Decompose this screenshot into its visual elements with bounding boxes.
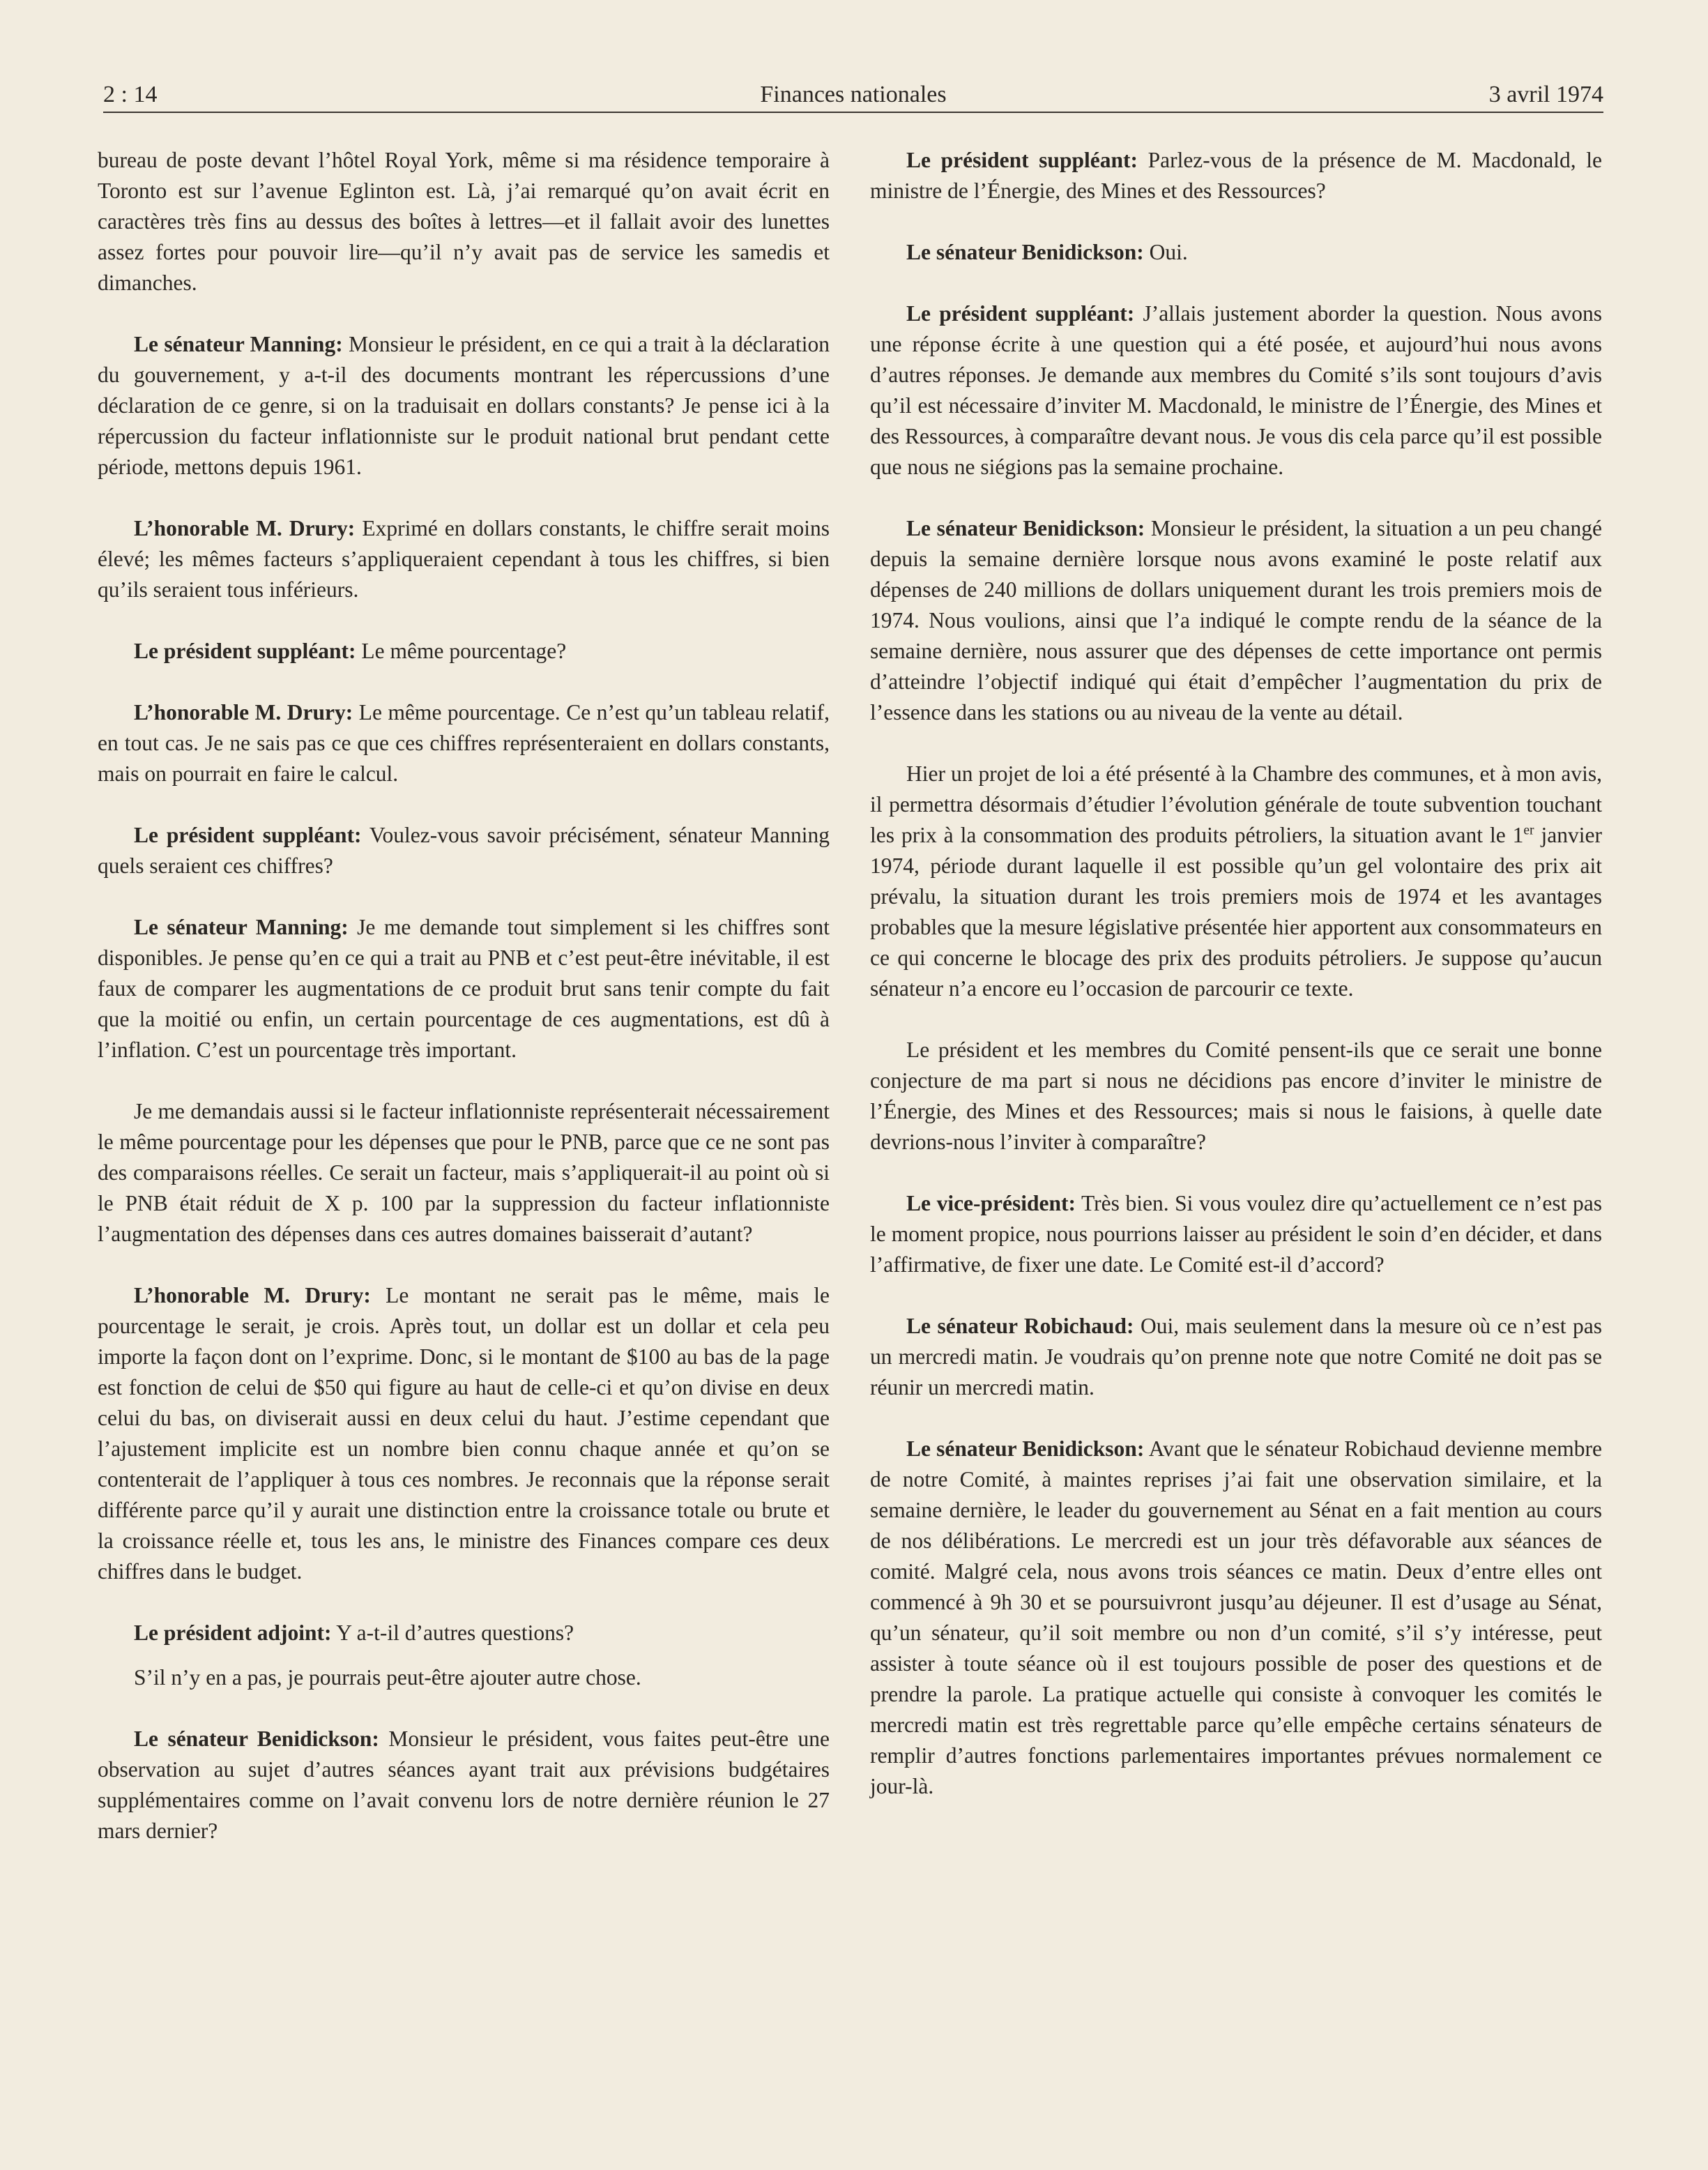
paragraph-text: Le président et les membres du Comité pensent-ils que ce serait une bonne conjecture de ma part si nous ne décidions pas encore d’inviter le ministre de l’Énergie, des Mines et des Ressources; mais si nous le faisions, à quelle date devrions-nous l’inviter à comparaître? bbox=[870, 1038, 1602, 1154]
paragraph-text: Avant que le sénateur Robichaud devienne membre de notre Comité, à maintes reprises j’ai fait une observation similaire, et la semaine dernière, le leader du gouvernement au Sénat en a fait mention au cours de nos délibérations. Le mercredi est un jour très défavorable aux séances de comité. Malgré cela, nous avons trois séances ce matin. Deux d’entre elles ont commencé à 9h 30 et se poursuivront jusqu’au déjeuner. Il est d’usage au Sénat, qu’un sénateur, qu’il soit membre ou non d’un comité, s’il s’y intéresse, peut assister à toute séance où il est toujours possible de poser des questions et de prendre la parole. La pratique actuelle qui consiste à convoquer les comités le mercredi matin est très regrettable parce qu’elle empêche certains sénateurs de remplir d’autres fonctions parlementaires importantes prévues normalement ce jour-là. bbox=[870, 1436, 1602, 1798]
paragraph bbox=[98, 329, 830, 483]
paragraph-text: Monsieur le président, en ce qui a trait à la déclaration du gouvernement, y a-t-il des documents montrant les répercussions d’une déclaration de ce genre, si on la traduisait en dollars constants? Je pense ici à la répercussion du facteur inflationniste sur le produit national brut pendant cette période, mettons depuis 1961. bbox=[98, 332, 830, 479]
paragraph bbox=[98, 1618, 830, 1648]
paragraph bbox=[870, 145, 1602, 206]
speaker-name: Le sénateur Benidickson: bbox=[134, 1727, 379, 1751]
paragraph-text: Je me demande tout simplement si les chiffres sont disponibles. Je pense qu’en ce qui a trait au PNB et c’est peut-être inévitable, il est faux de comparer les augmentations de ce produit brut sans tenir compte du fait que la moitié ou enfin, un certain pourcentage de ces augmentations, est dû à l’inflation. C’est un pourcentage très important. bbox=[98, 915, 830, 1062]
speaker-name: Le sénateur Manning: bbox=[134, 915, 349, 939]
speaker-name: Le président suppléant: bbox=[906, 301, 1135, 326]
paragraph bbox=[870, 1035, 1602, 1158]
paragraph bbox=[98, 1280, 830, 1587]
paragraph-text: bureau de poste devant l’hôtel Royal York, même si ma résidence temporaire à Toronto est sur l’avenue Eglinton est. Là, j’ai remarqué qu’on avait écrit en caractères très fins au dessus des boîtes à lettres—et il fallait avoir des lunettes assez fortes pour pouvoir lire—qu’il n’y avait pas de service les samedis et dimanches. bbox=[98, 148, 830, 295]
speaker-name: Le sénateur Benidickson: bbox=[906, 516, 1145, 540]
speaker-name: Le sénateur Benidickson: bbox=[906, 1436, 1145, 1461]
paragraph-text: janvier 1974, période durant laquelle il est possible qu’un gel volontaire des prix ait prévalu, la situation durant les trois premiers mois de 1974 et les avantages probables que la mesure législative présentée hier apportent aux consommateurs en ce qui concerne le blocage des prix des produits pétroliers. Je suppose qu’aucun sénateur n’a encore eu l’occasion de parcourir ce texte. bbox=[870, 823, 1602, 1001]
paragraph bbox=[870, 237, 1602, 268]
speaker-name: Le sénateur Robichaud: bbox=[906, 1314, 1134, 1338]
speaker-name: Le président suppléant: bbox=[134, 639, 356, 663]
paragraph bbox=[870, 1311, 1602, 1403]
paragraph bbox=[98, 697, 830, 789]
paragraph-text: Monsieur le président, vous faites peut-être une observation au sujet d’autres séances ayant trait aux prévisions budgétaires supplémentaires comme on l’avait convenu lors de notre dernière réunion le 27 mars dernier? bbox=[98, 1727, 830, 1843]
speaker-name: Le sénateur Manning: bbox=[134, 332, 343, 356]
paragraph-text: Y a-t-il d’autres questions? bbox=[331, 1621, 574, 1645]
paragraph-text: Je me demandais aussi si le facteur inflationniste représenterait nécessairement le même pourcentage pour les dépenses que pour le PNB, parce que ce ne sont pas des comparaisons réelles. Ce serait un facteur, mais s’appliquerait-il au point où si le PNB était réduit de X p. 100 par la suppression du facteur inflationniste l’augmentation des dépenses dans ces autres domaines baisserait d’autant? bbox=[98, 1099, 830, 1246]
paragraph-text: Le même pourcentage. Ce n’est qu’un tableau relatif, en tout cas. Je ne sais pas ce que ces chiffres représenteraient en dollars constants, mais on pourrait en faire le calcul. bbox=[98, 700, 830, 786]
paragraph bbox=[98, 1662, 830, 1693]
paragraph-text: S’il n’y en a pas, je pourrais peut-être ajouter autre chose. bbox=[134, 1665, 641, 1690]
paragraph-text: Oui. bbox=[1143, 240, 1188, 264]
paragraph-text: Exprimé en dollars constants, le chiffre serait moins élevé; les mêmes facteurs s’appliqueraient cependant à tous les chiffres, si bien qu’ils seraient tous inférieurs. bbox=[98, 516, 830, 602]
paragraph-text: Monsieur le président, la situation a un peu changé depuis la semaine dernière lorsque nous avons examiné le poste relatif aux dépenses de 240 millions de dollars uniquement durant les trois premiers mois de 1974. Nous voulions, ainsi que l’a indiqué le compte rendu de la séance de la semaine dernière, nous assurer que des dépenses de cette importance ont permis d’atteindre l’objectif indiqué qui était d’empêcher l’augmentation du prix de l’essence dans les stations ou au niveau de la vente au détail. bbox=[870, 516, 1602, 724]
paragraph bbox=[98, 636, 830, 667]
paragraph-text: Oui, mais seulement dans la mesure où ce n’est pas un mercredi matin. Je voudrais qu’on prenne note que notre Comité ne doit pas se réunir un mercredi matin. bbox=[870, 1314, 1602, 1399]
speaker-name: Le président suppléant: bbox=[134, 823, 362, 847]
superscript: er bbox=[1523, 823, 1534, 838]
paragraph-text: Le montant ne serait pas le même, mais le pourcentage le serait, je crois. Après tout, un dollar est un dollar et cela peu importe la façon dont on l’exprime. Donc, si le montant de $100 au bas de la page est fonction de celui de $50 qui figure au haut de celle-ci et qu’on divise en deux celui du bas, on diviserait aussi en deux celui du haut. J’estime cependant que l’ajustement implicite est un nombre bien connu chaque année et qu’on se contenterait de l’appliquer à tous ces nombres. Je reconnais que la réponse serait différente parce qu’il y aurait une distinction entre la croissance totale ou brute et la croissance réelle et, tous les ans, le ministre des Finances compare ces deux chiffres dans le budget. bbox=[98, 1283, 830, 1584]
paragraph bbox=[870, 1434, 1602, 1802]
page-header bbox=[103, 78, 1603, 113]
paragraph bbox=[870, 759, 1602, 1004]
page-number: 2 : 14 bbox=[103, 82, 158, 107]
speaker-name: Le président suppléant: bbox=[906, 148, 1138, 172]
speaker-name: L’honorable M. Drury: bbox=[134, 516, 356, 540]
paragraph bbox=[98, 912, 830, 1065]
paragraph-text: Très bien. Si vous voulez dire qu’actuellement ce n’est pas le moment propice, nous pourrions laisser au président le soin d’en décider, et dans l’affirmative, de fixer une date. Le Comité est-il d’accord? bbox=[870, 1191, 1602, 1277]
right-column bbox=[870, 145, 1602, 1833]
left-column bbox=[98, 145, 830, 1877]
running-title: Finances nationales bbox=[760, 82, 947, 107]
paragraph bbox=[98, 1724, 830, 1846]
speaker-name: L’honorable M. Drury: bbox=[134, 1283, 371, 1307]
paragraph bbox=[98, 513, 830, 605]
paragraph-text: Hier un projet de loi a été présenté à la Chambre des communes, et à mon avis, il permettra désormais d’étudier l’évolution générale de toute subvention touchant les prix à la consommation des produits pétroliers, la situation avant le 1 bbox=[870, 761, 1602, 847]
paragraph bbox=[98, 820, 830, 881]
speaker-name: Le sénateur Benidickson: bbox=[906, 240, 1144, 264]
speaker-name: Le vice-président: bbox=[906, 1191, 1076, 1215]
paragraph-text: Le même pourcentage? bbox=[356, 639, 567, 663]
paragraph-text: Voulez-vous savoir précisément, sénateur Manning quels seraient ces chiffres? bbox=[98, 823, 830, 878]
header-date: 3 avril 1974 bbox=[1488, 82, 1603, 107]
paragraph bbox=[870, 298, 1602, 483]
paragraph bbox=[98, 145, 830, 298]
paragraph bbox=[98, 1096, 830, 1250]
paragraph bbox=[870, 513, 1602, 728]
paragraph bbox=[870, 1188, 1602, 1280]
paragraph-text: Parlez-vous de la présence de M. Macdonald, le ministre de l’Énergie, des Mines et des Ressources? bbox=[870, 148, 1602, 203]
speaker-name: Le président adjoint: bbox=[134, 1621, 332, 1645]
paragraph-text: J’allais justement aborder la question. Nous avons une réponse écrite à une question qui a été posée, et aujourd’hui nous avons d’autres réponses. Je demande aux membres du Comité s’ils sont toujours d’avis qu’il est nécessaire d’inviter M. Macdonald, le ministre de l’Énergie, des Mines et des Ressources, à comparaître devant nous. Je vous dis cela parce qu’il est possible que nous ne siégions pas la semaine prochaine. bbox=[870, 301, 1602, 479]
speaker-name: L’honorable M. Drury: bbox=[134, 700, 353, 724]
